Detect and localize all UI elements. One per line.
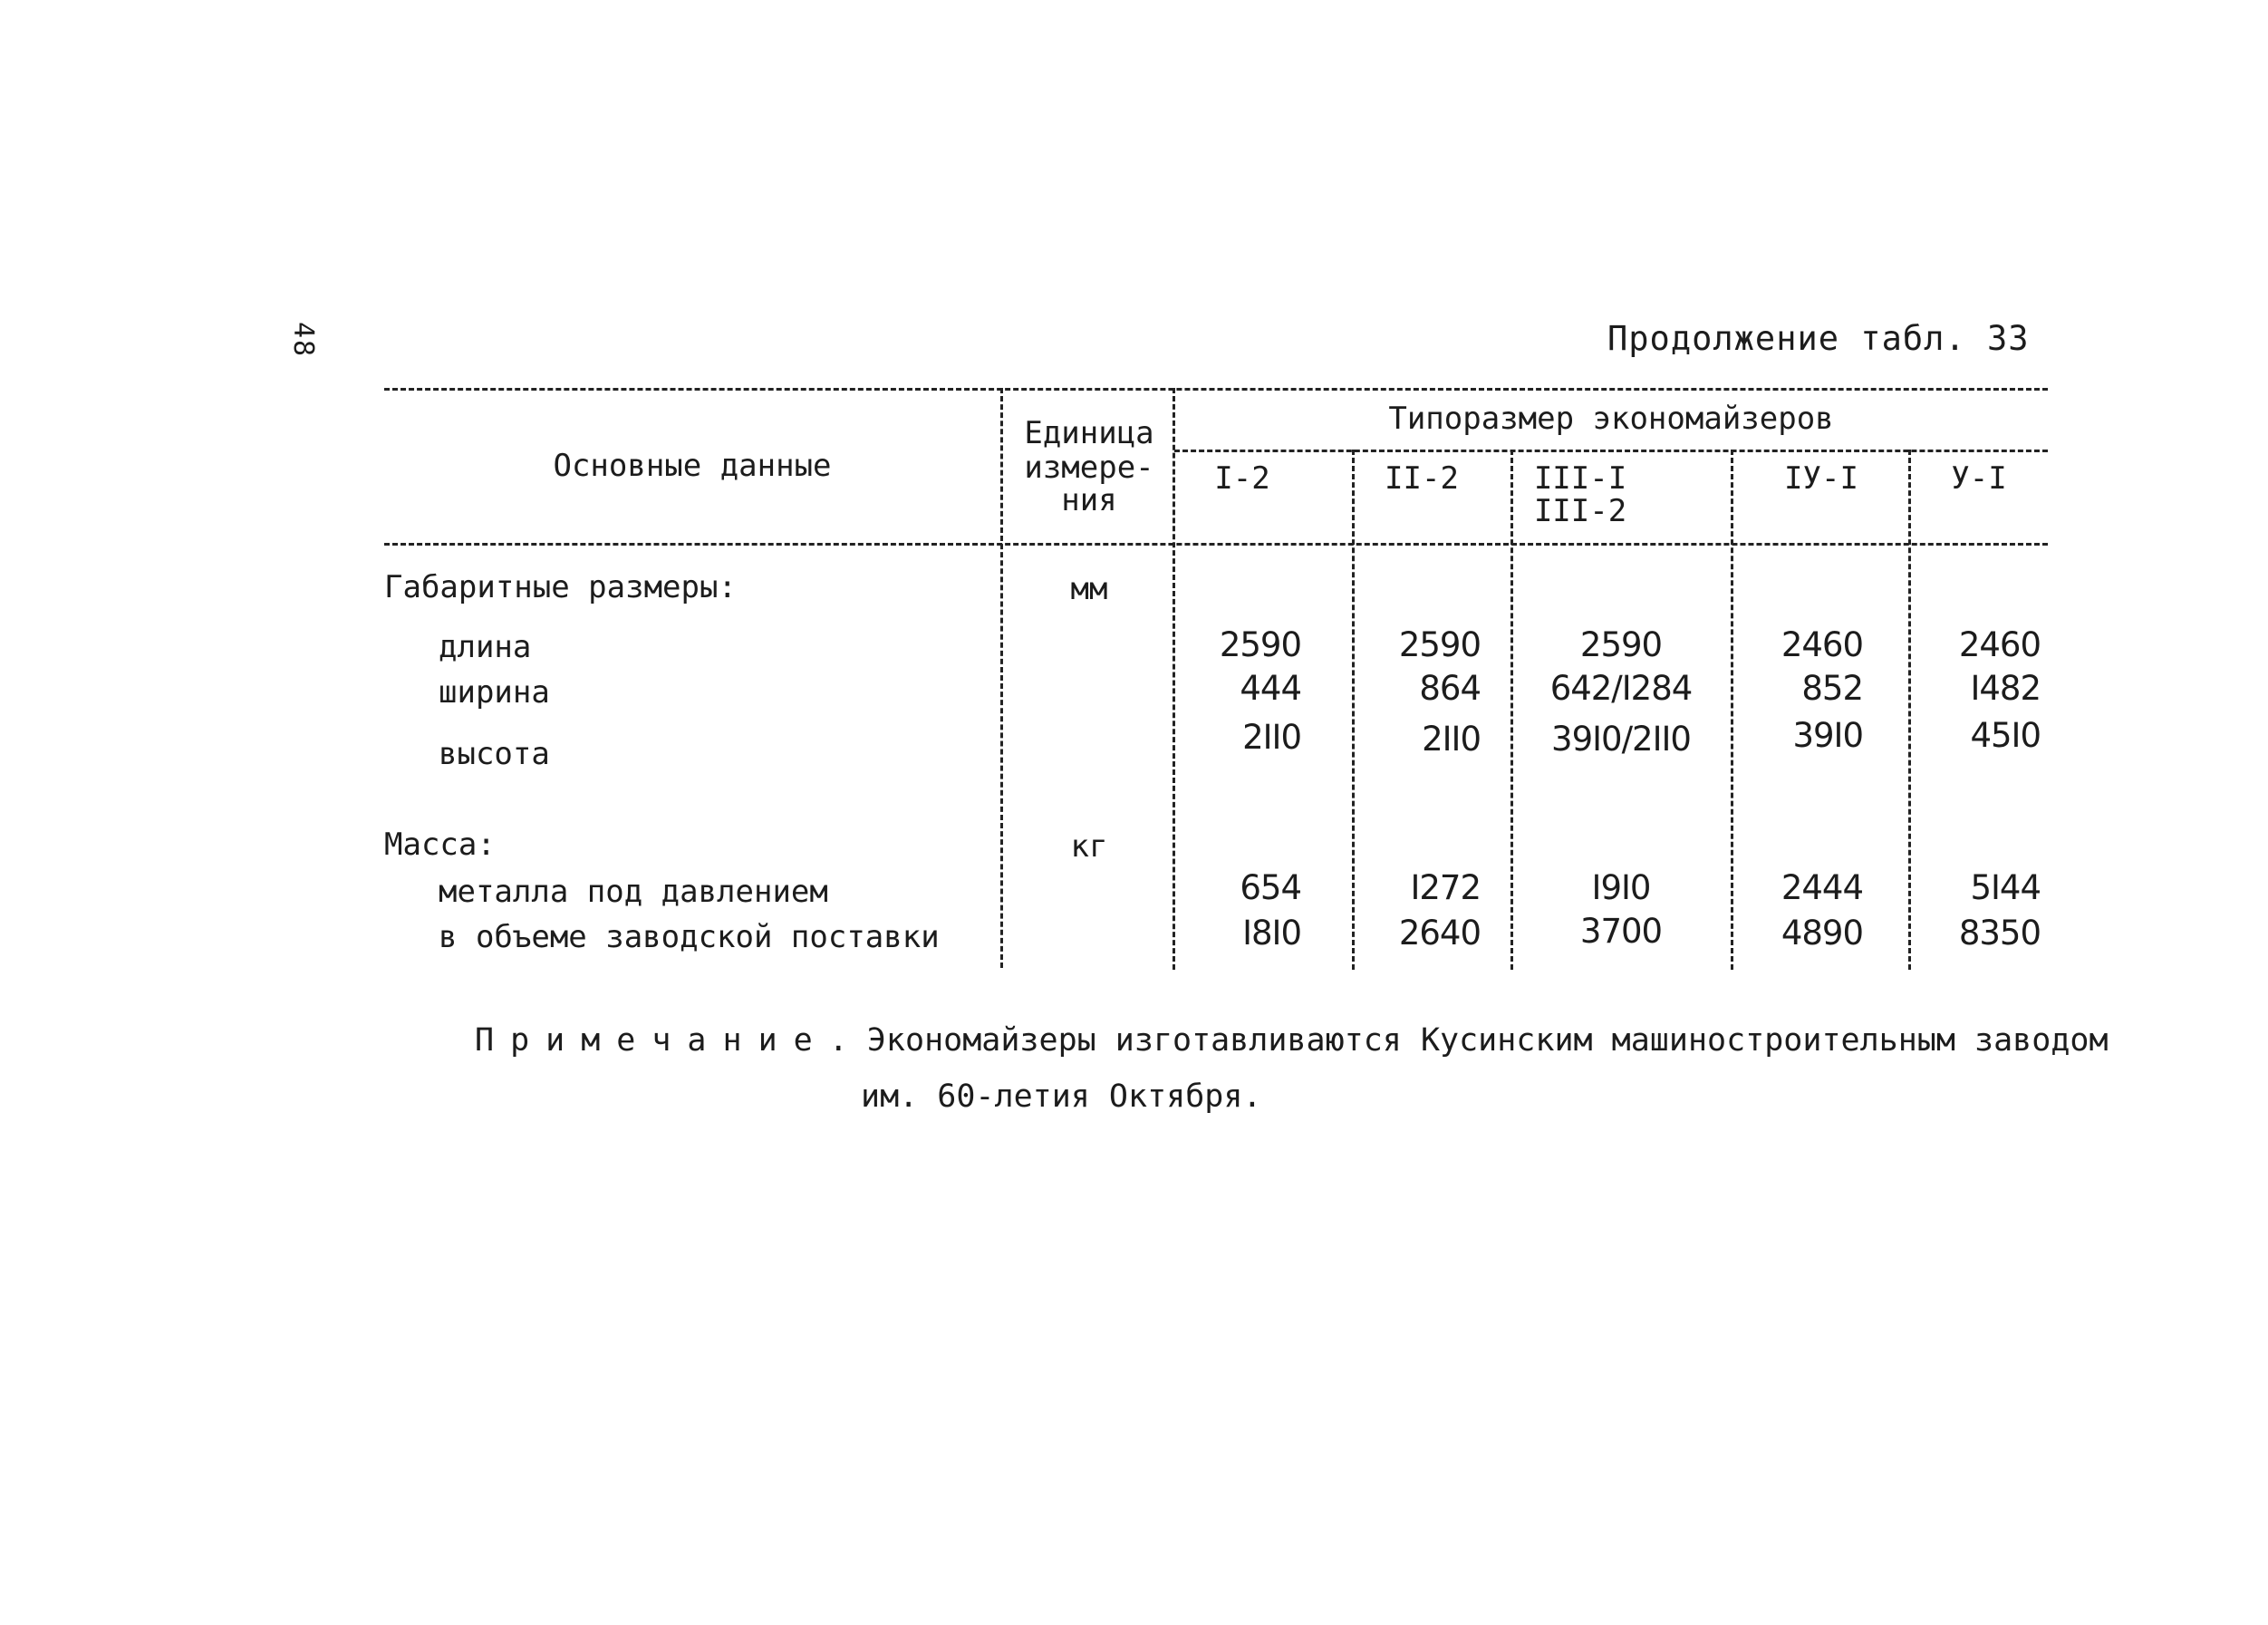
cell-height-v-1: 45I0	[1970, 716, 2041, 755]
cell-pressure-i-2: 654	[1240, 868, 1301, 907]
cell-length-iii: 2590	[1579, 625, 1663, 664]
unit-column-left-rule	[1000, 388, 1003, 968]
row-label-length: длина	[439, 629, 532, 665]
cell-width-iv-1: 852	[1801, 669, 1863, 708]
cell-width-i-2: 444	[1240, 669, 1301, 708]
cell-height-ii-2: 2II0	[1422, 720, 1481, 759]
cell-pressure-v-1: 5I44	[1970, 868, 2041, 907]
cell-pressure-ii-2: I272	[1410, 868, 1481, 907]
cell-pressure-iii: I9I0	[1591, 868, 1651, 907]
header-col-i-2: I-2	[1214, 460, 1270, 497]
table-top-rule	[384, 388, 2048, 391]
header-unit-line2: измере-	[1024, 450, 1154, 486]
note-text: . Экономайзеры изготавливаются Кусинским машиностроительным заводом	[828, 1022, 2109, 1059]
note-label: Примечание	[475, 1022, 829, 1059]
cell-delivery-iii: 3700	[1579, 912, 1663, 951]
row-label-width: ширина	[439, 674, 550, 711]
cell-delivery-v-1: 8350	[1958, 914, 2041, 953]
cell-width-iii: 642/I284	[1549, 669, 1693, 708]
header-col-iii-2: III-2	[1533, 493, 1627, 529]
table-continuation-title: Продолжение табл. 33	[1607, 319, 2030, 358]
unit-mm: мм	[1070, 571, 1108, 607]
header-group-title: Типоразмер экономайзеров	[1388, 401, 1834, 437]
section-title-dimensions: Габаритные размеры:	[384, 569, 737, 605]
header-col-v-1: У-I	[1951, 460, 2007, 497]
cell-height-iv-1: 39I0	[1792, 716, 1863, 755]
header-bottom-rule	[384, 543, 2048, 546]
header-main-data: Основные данные	[553, 448, 832, 484]
header-col-ii-2: II-2	[1385, 460, 1459, 497]
cell-length-iv-1: 2460	[1781, 625, 1863, 664]
row-label-height: высота	[439, 736, 550, 772]
cell-height-i-2: 2II0	[1242, 718, 1301, 757]
cell-width-ii-2: 864	[1419, 669, 1481, 708]
row-label-factory-delivery: в объеме заводской поставки	[439, 919, 940, 955]
cell-width-v-1: I482	[1970, 669, 2041, 708]
group-header-rule	[1174, 450, 2048, 452]
cell-length-v-1: 2460	[1958, 625, 2041, 664]
unit-kg: кг	[1070, 828, 1108, 865]
economizer-table	[384, 388, 2048, 972]
page-number: 48	[287, 322, 319, 359]
cell-length-ii-2: 2590	[1398, 625, 1481, 664]
cell-delivery-iv-1: 4890	[1781, 914, 1863, 953]
cell-length-i-2: 2590	[1219, 625, 1301, 664]
row-label-pressure-metal: металла под давлением	[439, 874, 828, 910]
cell-pressure-iv-1: 2444	[1781, 868, 1863, 907]
header-unit-line3: ния	[1061, 482, 1117, 518]
header-col-iv-1: IУ-I	[1784, 460, 1858, 497]
header-col-iii-1: III-I	[1533, 460, 1627, 497]
section-title-mass: Масса:	[384, 827, 496, 863]
header-unit-line1: Единица	[1024, 415, 1154, 451]
table-note-continuation: им. 60-летия Октября.	[861, 1078, 1262, 1115]
cell-delivery-ii-2: 2640	[1398, 914, 1481, 953]
cell-delivery-i-2: I8I0	[1242, 914, 1301, 953]
table-note	[475, 1022, 2109, 1059]
cell-height-iii: 39I0/2II0	[1551, 720, 1691, 759]
